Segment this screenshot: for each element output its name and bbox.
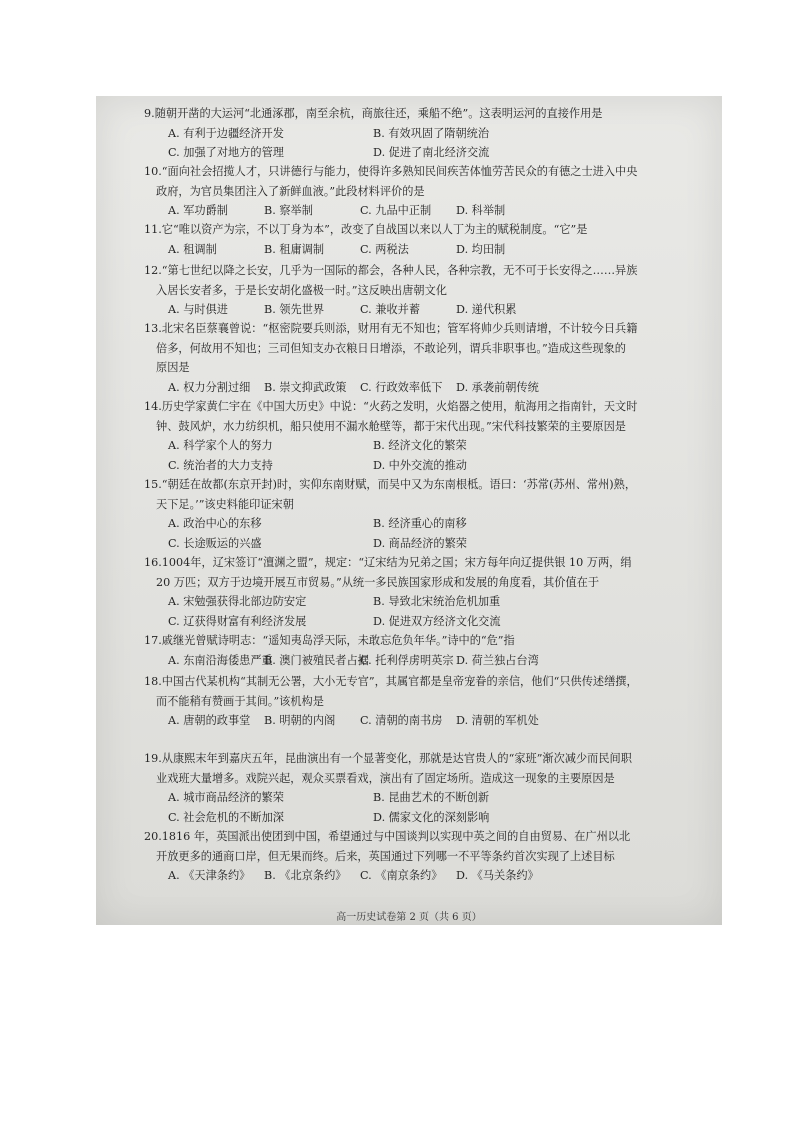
option-d: D. 中外交流的推动 <box>373 458 467 472</box>
option-b: B. 经济重心的南移 <box>373 517 467 531</box>
answer-options <box>144 436 714 475</box>
page-footer: 高一历史试卷第 2 页（共 6 页） <box>336 912 482 923</box>
option-c: C. 统治者的大力支持 <box>168 458 273 472</box>
answer-options <box>144 711 714 731</box>
question-number: 19. <box>144 752 162 765</box>
option-a: A. 唐朝的政事堂 <box>168 714 251 728</box>
option-b: B. 领先世界 <box>264 303 325 317</box>
option-c: C. 清朝的南书房 <box>360 714 443 728</box>
stem-text: 从康熙末年到嘉庆五年，昆曲演出有一个显著变化，那就是达官贵人的“家班”渐次减少而民间职 <box>161 752 632 765</box>
question-stem <box>144 553 714 573</box>
question-number: 16. <box>144 556 162 569</box>
option-b: B. 明朝的内阁 <box>264 714 336 728</box>
stem-text: “面向社会招揽人才，只讲德行与能力，使得许多熟知民间疾苦体恤劳苦民众的有德之士进入中央 <box>161 165 638 178</box>
option-a: A. 宋勉强获得北部边防安定 <box>168 595 307 609</box>
stem-text: 开放更多的通商口岸，但无果而终。后来，英国通过下列哪一不平等条约首次实现了上述目标 <box>156 849 615 863</box>
option-d: D. 《马关条约》 <box>456 869 539 883</box>
option-b: B. 导致北宋统治危机加重 <box>373 595 501 609</box>
option-d: D. 承袭前朝传统 <box>456 380 539 394</box>
stem-text: 1004年，辽宋签订“澶渊之盟”，规定：“辽宋结为兄弟之国；宋方每年向辽提供银 10 万两，绢 <box>161 556 632 569</box>
stem-text: 入居长安者多，于是长安胡化盛极一时。”这反映出唐朝文化 <box>156 283 447 297</box>
question-stem-continued <box>144 358 714 378</box>
question-13 <box>144 319 714 397</box>
option-b: B. 澳门被殖民者占据 <box>264 653 369 667</box>
option-a: A. 科学家个人的努力 <box>168 439 273 453</box>
question-12 <box>144 261 714 320</box>
question-number: 13. <box>144 322 162 335</box>
question-stem-continued <box>144 692 714 712</box>
answer-options <box>144 866 714 886</box>
question-stem <box>144 749 714 769</box>
option-a: A. 军功爵制 <box>168 204 228 218</box>
option-b: B. 经济文化的繁荣 <box>373 439 467 453</box>
question-stem-continued <box>144 339 714 359</box>
option-d: D. 均田制 <box>456 242 506 256</box>
stem-text: 它“唯以资产为宗，不以丁身为本”，改变了自战国以来以人丁为主的赋税制度。“它”是 <box>161 223 588 236</box>
question-17 <box>144 631 714 670</box>
option-b: B. 租庸调制 <box>264 242 325 256</box>
option-c: C. 社会危机的不断加深 <box>168 810 284 824</box>
answer-options <box>144 592 714 631</box>
answer-options <box>144 651 714 671</box>
question-number: 17. <box>144 634 162 647</box>
stem-text: 而不能稍有赞画于其间。”该机构是 <box>156 694 324 708</box>
stem-text: 钟、鼓风炉，水力纺织机，船只使用不漏水舱壁等，都于宋代出现。”宋代科技繁荣的主要原因是 <box>156 419 626 433</box>
question-number: 9. <box>144 107 155 120</box>
option-c: C. 加强了对地方的管理 <box>168 146 284 160</box>
question-stem <box>144 475 714 495</box>
option-a: A. 城市商品经济的繁荣 <box>168 791 284 805</box>
option-d: D. 商品经济的繁荣 <box>373 536 467 550</box>
question-stem-continued <box>144 847 714 867</box>
question-10 <box>144 162 714 221</box>
question-15 <box>144 475 714 553</box>
question-9 <box>144 104 714 163</box>
stem-text: 倍多，何故用不知也；三司但知支办衣粮日日增添，不敢论列，谓兵非职事也。”造成这些现象的 <box>156 341 626 355</box>
question-stem <box>144 220 714 240</box>
question-stem-continued <box>144 417 714 437</box>
stem-text: “第七世纪以降之长安，几乎为一国际的都会，各种人民，各种宗教，无不可于长安得之……异族 <box>161 264 638 277</box>
stem-text: 天下足。’”该史料能印证宋朝 <box>156 497 294 511</box>
option-b: B. 有效巩固了隋朝统治 <box>373 126 490 140</box>
option-c: C. 兼收并蓄 <box>360 303 421 317</box>
question-20 <box>144 827 714 886</box>
answer-options <box>144 514 714 553</box>
question-stem-continued <box>144 573 714 593</box>
question-number: 14. <box>144 400 162 413</box>
answer-options <box>144 300 714 320</box>
question-stem-continued <box>144 495 714 515</box>
question-stem <box>144 672 714 692</box>
stem-text: 戚继光曾赋诗明志：“遥知夷岛浮天际，未敢忘危负年华。”诗中的“危”指 <box>161 634 515 647</box>
answer-options <box>144 378 714 398</box>
option-c: C. 托利俘虏明英宗 <box>360 653 454 667</box>
answer-options <box>144 788 714 827</box>
option-a: A. 权力分割过细 <box>168 380 251 394</box>
answer-options <box>144 240 714 260</box>
option-b: B. 《北京条约》 <box>264 869 347 883</box>
stem-text: 北宋名臣蔡襄曾说：“枢密院要兵则添，财用有无不知也；管军将帅少兵则请增，不计较今日兵籍 <box>161 322 638 335</box>
stem-text: 20 万匹；双方于边境开展互市贸易。”从统一多民族国家形成和发展的角度看，其价值在于 <box>156 575 600 589</box>
stem-text: 原因是 <box>156 361 190 375</box>
option-a: A. 有利于边疆经济开发 <box>168 126 284 140</box>
option-c: C. 行政效率低下 <box>360 380 443 394</box>
question-stem <box>144 827 714 847</box>
stem-text: 1816 年，英国派出使团到中国，希望通过与中国谈判以实现中英之间的自由贸易、在广州以北 <box>161 830 631 843</box>
question-18 <box>144 672 714 731</box>
stem-text: “朝廷在故都(东京开封)时，实仰东南财赋，而吴中又为东南根柢。语曰：‘苏常(苏州、常州)熟， <box>161 478 637 491</box>
question-stem <box>144 397 714 417</box>
option-c: C. 长途贩运的兴盛 <box>168 536 262 550</box>
option-d: D. 促进了南北经济交流 <box>373 146 490 160</box>
exam-page <box>96 96 722 925</box>
option-d: D. 科举制 <box>456 204 506 218</box>
question-stem-continued <box>144 182 714 202</box>
question-16 <box>144 553 714 631</box>
question-number: 18. <box>144 675 162 688</box>
question-11 <box>144 220 714 259</box>
question-number: 15. <box>144 478 162 491</box>
option-c: C. 《南京条约》 <box>360 869 443 883</box>
question-19 <box>144 749 714 827</box>
stem-text: 历史学家黄仁宇在《中国大历史》中说：“火药之发明，火焰器之使用，航海用之指南针，天文时 <box>161 400 638 413</box>
answer-options <box>144 124 714 163</box>
stem-text: 随朝开凿的大运河“北通涿郡，南至余杭，商旅往还，乘船不绝”。这表明运河的直接作用是 <box>154 107 603 120</box>
question-stem <box>144 319 714 339</box>
question-number: 20. <box>144 830 162 843</box>
question-stem <box>144 162 714 182</box>
option-a: A. 政治中心的东移 <box>168 517 262 531</box>
option-c: C. 辽获得财富有利经济发展 <box>168 614 307 628</box>
option-d: D. 儒家文化的深刻影响 <box>373 810 490 824</box>
option-b: B. 察举制 <box>264 204 313 218</box>
stem-text: 业戏班大量增多。戏院兴起，观众买票看戏，演出有了固定场所。造成这一现象的主要原因是 <box>156 771 615 785</box>
option-b: B. 崇文抑武政策 <box>264 380 347 394</box>
question-number: 11. <box>144 223 162 236</box>
option-d: D. 荷兰独占台湾 <box>456 653 539 667</box>
option-c: C. 九品中正制 <box>360 204 432 218</box>
question-stem <box>144 631 714 651</box>
question-stem-continued <box>144 281 714 301</box>
question-number: 10. <box>144 165 162 178</box>
option-d: D. 递代积累 <box>456 303 517 317</box>
option-a: A. 租调制 <box>168 242 217 256</box>
option-a: A. 东南沿海倭患严重 <box>168 653 273 667</box>
option-a: A. 《天津条约》 <box>168 869 251 883</box>
option-c: C. 两税法 <box>360 242 409 256</box>
stem-text: 政府，为官员集团注入了新鲜血液。”此段材料评价的是 <box>156 184 425 198</box>
question-stem <box>144 104 714 124</box>
question-number: 12. <box>144 264 162 277</box>
question-14 <box>144 397 714 475</box>
option-d: D. 清朝的军机处 <box>456 714 539 728</box>
answer-options <box>144 201 714 221</box>
option-d: D. 促进双方经济文化交流 <box>373 614 501 628</box>
stem-text: 中国古代某机构“其制无公署，大小无专官”，其属官都是皇帝宠眷的亲信，他们“只供传述缮撰， <box>161 675 638 688</box>
option-a: A. 与时俱进 <box>168 303 228 317</box>
question-stem-continued <box>144 769 714 789</box>
question-stem <box>144 261 714 281</box>
option-b: B. 昆曲艺术的不断创新 <box>373 791 490 805</box>
